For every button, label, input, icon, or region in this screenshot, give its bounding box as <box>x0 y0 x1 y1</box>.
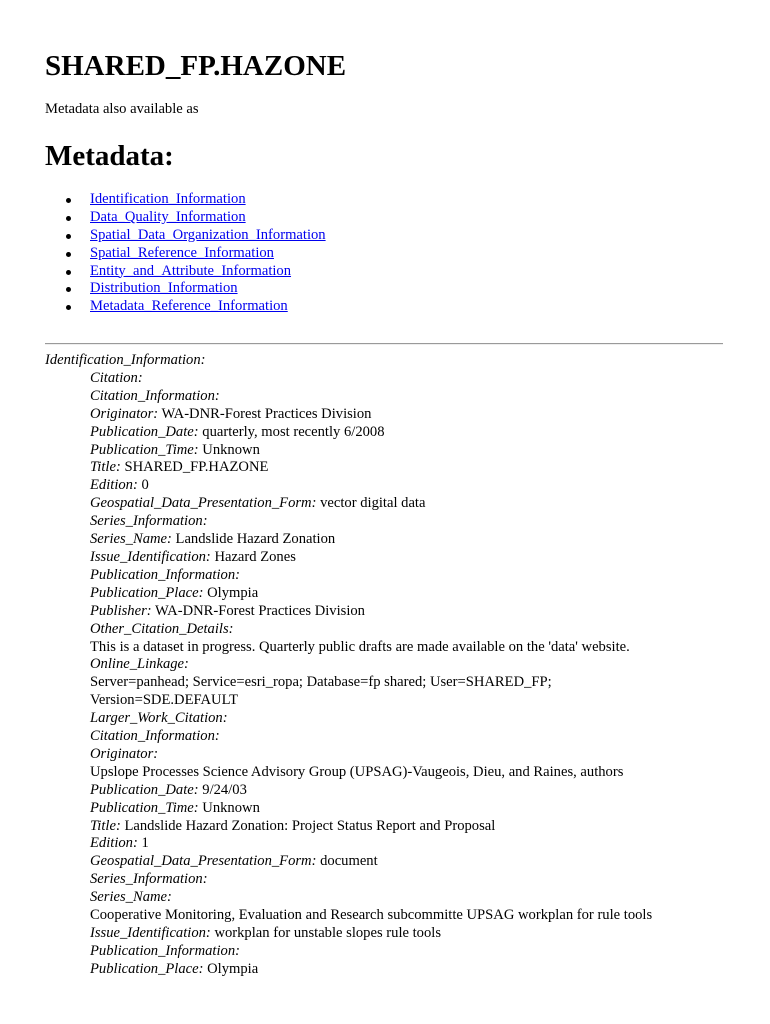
metadata-field-line <box>90 764 735 782</box>
metadata-field-line <box>90 370 735 388</box>
bullet-icon <box>66 252 71 257</box>
field-value: 0 <box>141 477 149 494</box>
field-value: document <box>320 853 378 870</box>
field-value: Olympia <box>207 584 259 601</box>
field-label: Originator: <box>90 745 159 762</box>
bullet-icon <box>66 216 71 221</box>
field-label: Issue_Identification: <box>90 925 211 941</box>
field-label: Online_Linkage: <box>90 656 189 673</box>
metadata-field-line <box>90 406 735 424</box>
identification-section <box>45 352 735 979</box>
bullet-icon <box>66 234 71 239</box>
toc-link-identification[interactable]: Identification_Information <box>90 191 246 207</box>
identification-lines <box>90 370 735 979</box>
toc-item-identification <box>45 191 326 209</box>
field-label: Originator: <box>90 405 159 422</box>
field-label: Edition: <box>90 477 138 494</box>
metadata-toc-list <box>45 191 326 316</box>
field-label: Title: <box>90 817 121 834</box>
field-value: Landslide Hazard Zonation: Project Status Report and Proposal <box>124 817 496 834</box>
field-value: quarterly, most recently 6/2008 <box>202 423 385 440</box>
field-label: Publication_Date: <box>90 423 199 440</box>
metadata-field-line <box>90 889 735 907</box>
toc-link-spatial-data-organization[interactable]: Spatial_Data_Organization_Information <box>90 226 326 243</box>
metadata-field-line <box>90 424 735 442</box>
metadata-field-line <box>90 477 735 495</box>
metadata-field-line <box>90 639 735 657</box>
toc-link-data-quality[interactable]: Data_Quality_Information <box>90 208 246 225</box>
field-label: Publication_Time: <box>90 441 199 458</box>
bullet-icon <box>66 287 71 292</box>
metadata-field-line <box>90 835 735 853</box>
bullet-icon <box>66 305 71 310</box>
field-value: Version=SDE.DEFAULT <box>90 692 239 709</box>
metadata-field-line <box>90 656 735 674</box>
metadata-field-line <box>90 603 735 621</box>
field-label: Other_Citation_Details: <box>90 620 234 637</box>
field-value: WA-DNR-Forest Practices Division <box>155 602 365 619</box>
toc-item-entity-attribute <box>45 263 326 281</box>
metadata-field-line <box>90 907 735 925</box>
metadata-field-line <box>90 925 735 943</box>
field-label: Citation_Information: <box>90 728 220 745</box>
field-value: Cooperative Monitoring, Evaluation and Research subcommitte UPSAG workplan for rule tools <box>90 907 653 924</box>
field-label: Publisher: <box>90 602 152 619</box>
field-value: Upslope Processes Science Advisory Group (UPSAG)-Vaugeois, Dieu, and Raines, authors <box>90 763 624 780</box>
metadata-field-line <box>90 621 735 639</box>
field-label: Publication_Information: <box>90 566 240 583</box>
metadata-field-line <box>90 746 735 764</box>
metadata-field-line <box>90 388 735 406</box>
field-value: 1 <box>141 835 149 852</box>
metadata-field-line <box>90 710 735 728</box>
field-value: Unknown <box>202 799 260 816</box>
metadata-field-line <box>90 549 735 567</box>
field-label: Publication_Place: <box>90 960 204 977</box>
metadata-field-line <box>90 513 735 531</box>
field-label: Series_Name: <box>90 889 172 906</box>
field-label: Citation_Information: <box>90 387 220 404</box>
metadata-field-line <box>90 442 735 460</box>
toc-link-distribution[interactable]: Distribution_Information <box>90 280 238 297</box>
metadata-field-line <box>90 871 735 889</box>
field-value: workplan for unstable slopes rule tools <box>214 925 442 941</box>
field-label: Publication_Place: <box>90 584 204 601</box>
field-value: Hazard Zones <box>214 548 296 565</box>
metadata-field-line <box>90 800 735 818</box>
toc-item-metadata-reference <box>45 298 326 316</box>
field-value: vector digital data <box>320 495 426 512</box>
toc-item-data-quality <box>45 209 326 227</box>
toc-link-entity-attribute[interactable]: Entity_and_Attribute_Information <box>90 262 292 279</box>
metadata-field-line <box>90 961 735 979</box>
field-label: Series_Information: <box>90 871 208 888</box>
field-label: Series_Name: <box>90 531 172 548</box>
field-label: Larger_Work_Citation: <box>90 710 228 727</box>
metadata-field-line <box>90 585 735 603</box>
metadata-field-line <box>90 567 735 585</box>
toc-link-spatial-reference[interactable]: Spatial_Reference_Information <box>90 244 274 261</box>
toc-item-spatial-reference <box>45 245 326 263</box>
metadata-field-line <box>90 531 735 549</box>
metadata-field-line <box>90 782 735 800</box>
field-value: 9/24/03 <box>202 781 247 798</box>
metadata-field-line <box>90 674 735 692</box>
toc-item-spatial-data-organization <box>45 227 326 245</box>
field-label: Publication_Date: <box>90 781 199 798</box>
section-divider <box>45 343 723 345</box>
metadata-heading: Metadata: <box>45 140 174 172</box>
page-title: SHARED_FP.HAZONE <box>45 50 347 82</box>
field-label: Issue_Identification: <box>90 548 211 565</box>
toc-item-distribution <box>45 280 326 298</box>
field-label: Geospatial_Data_Presentation_Form: <box>90 853 317 870</box>
field-label: Publication_Information: <box>90 942 240 959</box>
field-label: Geospatial_Data_Presentation_Form: <box>90 495 317 512</box>
toc-link-metadata-reference[interactable]: Metadata_Reference_Information <box>90 298 288 315</box>
field-label: Edition: <box>90 835 138 852</box>
field-label: Publication_Time: <box>90 799 199 816</box>
metadata-field-line <box>90 818 735 836</box>
field-label: Citation: <box>90 369 143 386</box>
field-value: Landslide Hazard Zonation <box>175 531 336 548</box>
bullet-icon <box>66 198 71 203</box>
field-value: WA-DNR-Forest Practices Division <box>161 405 372 422</box>
metadata-field-line <box>90 495 735 513</box>
metadata-also-available-text: Metadata also available as <box>45 101 199 117</box>
identification-heading: Identification_Information: <box>45 352 206 368</box>
metadata-field-line <box>90 692 735 710</box>
bullet-icon <box>66 270 71 275</box>
metadata-field-line <box>90 853 735 871</box>
metadata-field-line <box>90 728 735 746</box>
metadata-field-line <box>90 459 735 477</box>
field-value: Unknown <box>202 441 260 458</box>
field-value: SHARED_FP.HAZONE <box>124 459 269 476</box>
field-value: Olympia <box>207 960 259 977</box>
metadata-field-line <box>90 943 735 961</box>
field-value: Server=panhead; Service=esri_ropa; Database=fp shared; User=SHARED_FP; <box>90 674 552 691</box>
field-value: This is a dataset in progress. Quarterly public drafts are made available on the 'data' website. <box>90 638 630 655</box>
field-label: Series_Information: <box>90 513 208 530</box>
field-label: Title: <box>90 459 121 476</box>
